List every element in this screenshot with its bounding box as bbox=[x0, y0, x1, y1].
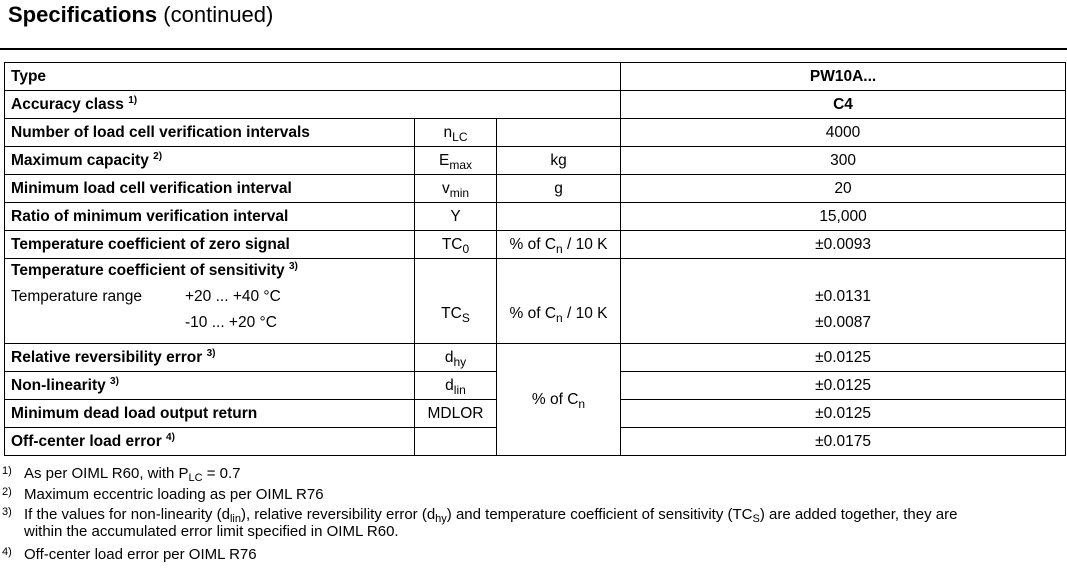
row-symbol-main: TC bbox=[441, 235, 463, 253]
tcs-range-2: -10 ... +20 °C bbox=[185, 314, 277, 331]
tcs-value-2: ±0.0087 bbox=[815, 314, 871, 331]
row-symbol: Y bbox=[415, 203, 497, 231]
table-row bbox=[5, 147, 1066, 175]
footnote-text-tail: = 0.7 bbox=[202, 465, 241, 482]
row-note: 4) bbox=[166, 431, 175, 443]
tcs-heading bbox=[11, 262, 298, 280]
unit-main: % of C bbox=[509, 305, 557, 322]
footnote-text-b: ), relative reversibility error (d bbox=[240, 506, 436, 523]
tcs-label-cell bbox=[5, 259, 415, 344]
row-unit bbox=[497, 119, 621, 147]
row-symbol-sub: min bbox=[449, 185, 470, 200]
unit-main: % of C bbox=[509, 235, 557, 253]
footnote-text-c: ) and temperature coefficient of sensitivity (TC bbox=[446, 506, 753, 523]
tcs-unit bbox=[497, 259, 621, 344]
row-note: 3) bbox=[206, 347, 216, 359]
tcs-symbol-sub: S bbox=[461, 311, 470, 325]
row-label: Ratio of minimum verification interval bbox=[5, 203, 415, 231]
footnote-text: As per OIML R60, with P bbox=[24, 465, 189, 482]
table-row-tcs bbox=[5, 259, 1066, 344]
row-label: Minimum dead load output return bbox=[5, 400, 415, 428]
footnote-4 bbox=[2, 543, 257, 564]
unit-tail: / 10 K bbox=[562, 305, 608, 322]
row-value: ±0.0175 bbox=[621, 428, 1066, 456]
row-unit: kg bbox=[497, 147, 621, 175]
row-symbol: MDLOR bbox=[415, 400, 497, 428]
tcs-range-1: +20 ... +40 °C bbox=[185, 288, 281, 305]
title-rule bbox=[0, 48, 1067, 50]
unit-sub: n bbox=[578, 396, 586, 411]
tcs-label-block bbox=[11, 259, 408, 343]
table-row bbox=[5, 203, 1066, 231]
footnote-1 bbox=[2, 462, 241, 483]
row-label: Maximum capacity bbox=[11, 151, 149, 169]
tcs-symbol bbox=[415, 259, 497, 344]
accuracy-label-cell bbox=[5, 91, 621, 119]
row-value: ±0.0125 bbox=[621, 344, 1066, 372]
unit-main: % of C bbox=[531, 390, 579, 408]
spec-table bbox=[4, 62, 1066, 456]
title-suffix: (continued) bbox=[163, 2, 274, 27]
footnote-text: If the values for non-linearity (d bbox=[24, 506, 230, 523]
footnote-number: 4) bbox=[2, 546, 12, 558]
row-note: 2) bbox=[153, 150, 163, 162]
row-unit: g bbox=[497, 175, 621, 203]
tcs-value-1: ±0.0131 bbox=[815, 288, 871, 305]
row-label-cell bbox=[5, 372, 415, 400]
row-symbol-sub: LC bbox=[452, 129, 468, 144]
tcs-range-label: Temperature range bbox=[11, 288, 142, 305]
row-value: 15,000 bbox=[621, 203, 1066, 231]
row-symbol bbox=[415, 428, 497, 456]
row-symbol bbox=[415, 231, 497, 259]
footnote-sub-hy: hy bbox=[435, 513, 447, 525]
row-value: ±0.0093 bbox=[621, 231, 1066, 259]
footnote-3 bbox=[2, 503, 957, 524]
footnote-3-line-2: within the accumulated error limit specified in OIML R60. bbox=[24, 523, 399, 540]
footnote-text: Maximum eccentric loading as per OIML R76 bbox=[24, 486, 324, 503]
row-value: 20 bbox=[621, 175, 1066, 203]
row-label: Relative reversibility error bbox=[11, 348, 203, 366]
row-value: ±0.0125 bbox=[621, 372, 1066, 400]
row-symbol bbox=[415, 175, 497, 203]
tcs-symbol-main: TC bbox=[441, 305, 462, 322]
footnote-2 bbox=[2, 483, 324, 504]
row-symbol-main: n bbox=[443, 123, 453, 141]
table-row bbox=[5, 231, 1066, 259]
row-label: Number of load cell verification intervals bbox=[5, 119, 415, 147]
row-symbol-sub: max bbox=[449, 157, 472, 172]
accuracy-note: 1) bbox=[128, 94, 138, 106]
footnote-sub-s: S bbox=[752, 513, 760, 525]
tcs-values bbox=[621, 259, 1066, 344]
unit-sub: n bbox=[556, 311, 563, 325]
table-row-type bbox=[5, 63, 1066, 91]
footnote-text: Off-center load error per OIML R76 bbox=[24, 546, 257, 563]
accuracy-label: Accuracy class bbox=[11, 95, 124, 113]
row-symbol-main: d bbox=[445, 376, 454, 394]
row-symbol bbox=[415, 119, 497, 147]
row-symbol-main: E bbox=[438, 151, 450, 169]
footnote-number: 1) bbox=[2, 465, 12, 477]
row-label-cell bbox=[5, 428, 415, 456]
row-value: 4000 bbox=[621, 119, 1066, 147]
row-label: Minimum load cell verification interval bbox=[5, 175, 415, 203]
footnote-number: 2) bbox=[2, 486, 12, 498]
tcs-values-block bbox=[621, 259, 1065, 343]
row-symbol bbox=[415, 344, 497, 372]
row-symbol bbox=[415, 147, 497, 175]
row-label: Off-center load error bbox=[11, 432, 162, 450]
row-value: ±0.0125 bbox=[621, 400, 1066, 428]
row-note: 3) bbox=[110, 375, 119, 387]
tcs-label: Temperature coefficient of sensitivity bbox=[11, 262, 285, 279]
row-symbol-sub: hy bbox=[453, 354, 467, 369]
footnote-number: 3) bbox=[2, 506, 12, 518]
title-main: Specifications bbox=[8, 2, 158, 27]
row-symbol bbox=[415, 372, 497, 400]
unit-sub: n bbox=[556, 241, 563, 256]
row-label: Temperature coefficient of zero signal bbox=[5, 231, 415, 259]
tcs-note: 3) bbox=[288, 261, 298, 272]
table-row-accuracy bbox=[5, 91, 1066, 119]
group-unit bbox=[497, 344, 621, 456]
row-unit bbox=[497, 231, 621, 259]
row-label: Non-linearity bbox=[11, 376, 106, 394]
row-label-cell bbox=[5, 147, 415, 175]
unit-tail: / 10 K bbox=[562, 235, 608, 253]
footnote-sub-lin: lin bbox=[229, 513, 241, 525]
type-label: Type bbox=[5, 63, 621, 91]
type-value: PW10A... bbox=[621, 63, 1066, 91]
footnote-text-d: ) are added together, they are bbox=[759, 506, 958, 523]
row-label-cell bbox=[5, 344, 415, 372]
row-value: 300 bbox=[621, 147, 1066, 175]
row-unit bbox=[497, 203, 621, 231]
footnote-sub: LC bbox=[188, 472, 203, 484]
table-row bbox=[5, 119, 1066, 147]
table-row bbox=[5, 175, 1066, 203]
row-symbol-main: d bbox=[444, 348, 454, 366]
row-symbol-sub: 0 bbox=[462, 241, 470, 256]
page-title bbox=[8, 2, 273, 28]
table-row bbox=[5, 344, 1066, 372]
row-symbol-sub: lin bbox=[453, 382, 466, 397]
row-symbol-main: v bbox=[441, 179, 450, 197]
accuracy-value: C4 bbox=[621, 91, 1066, 119]
